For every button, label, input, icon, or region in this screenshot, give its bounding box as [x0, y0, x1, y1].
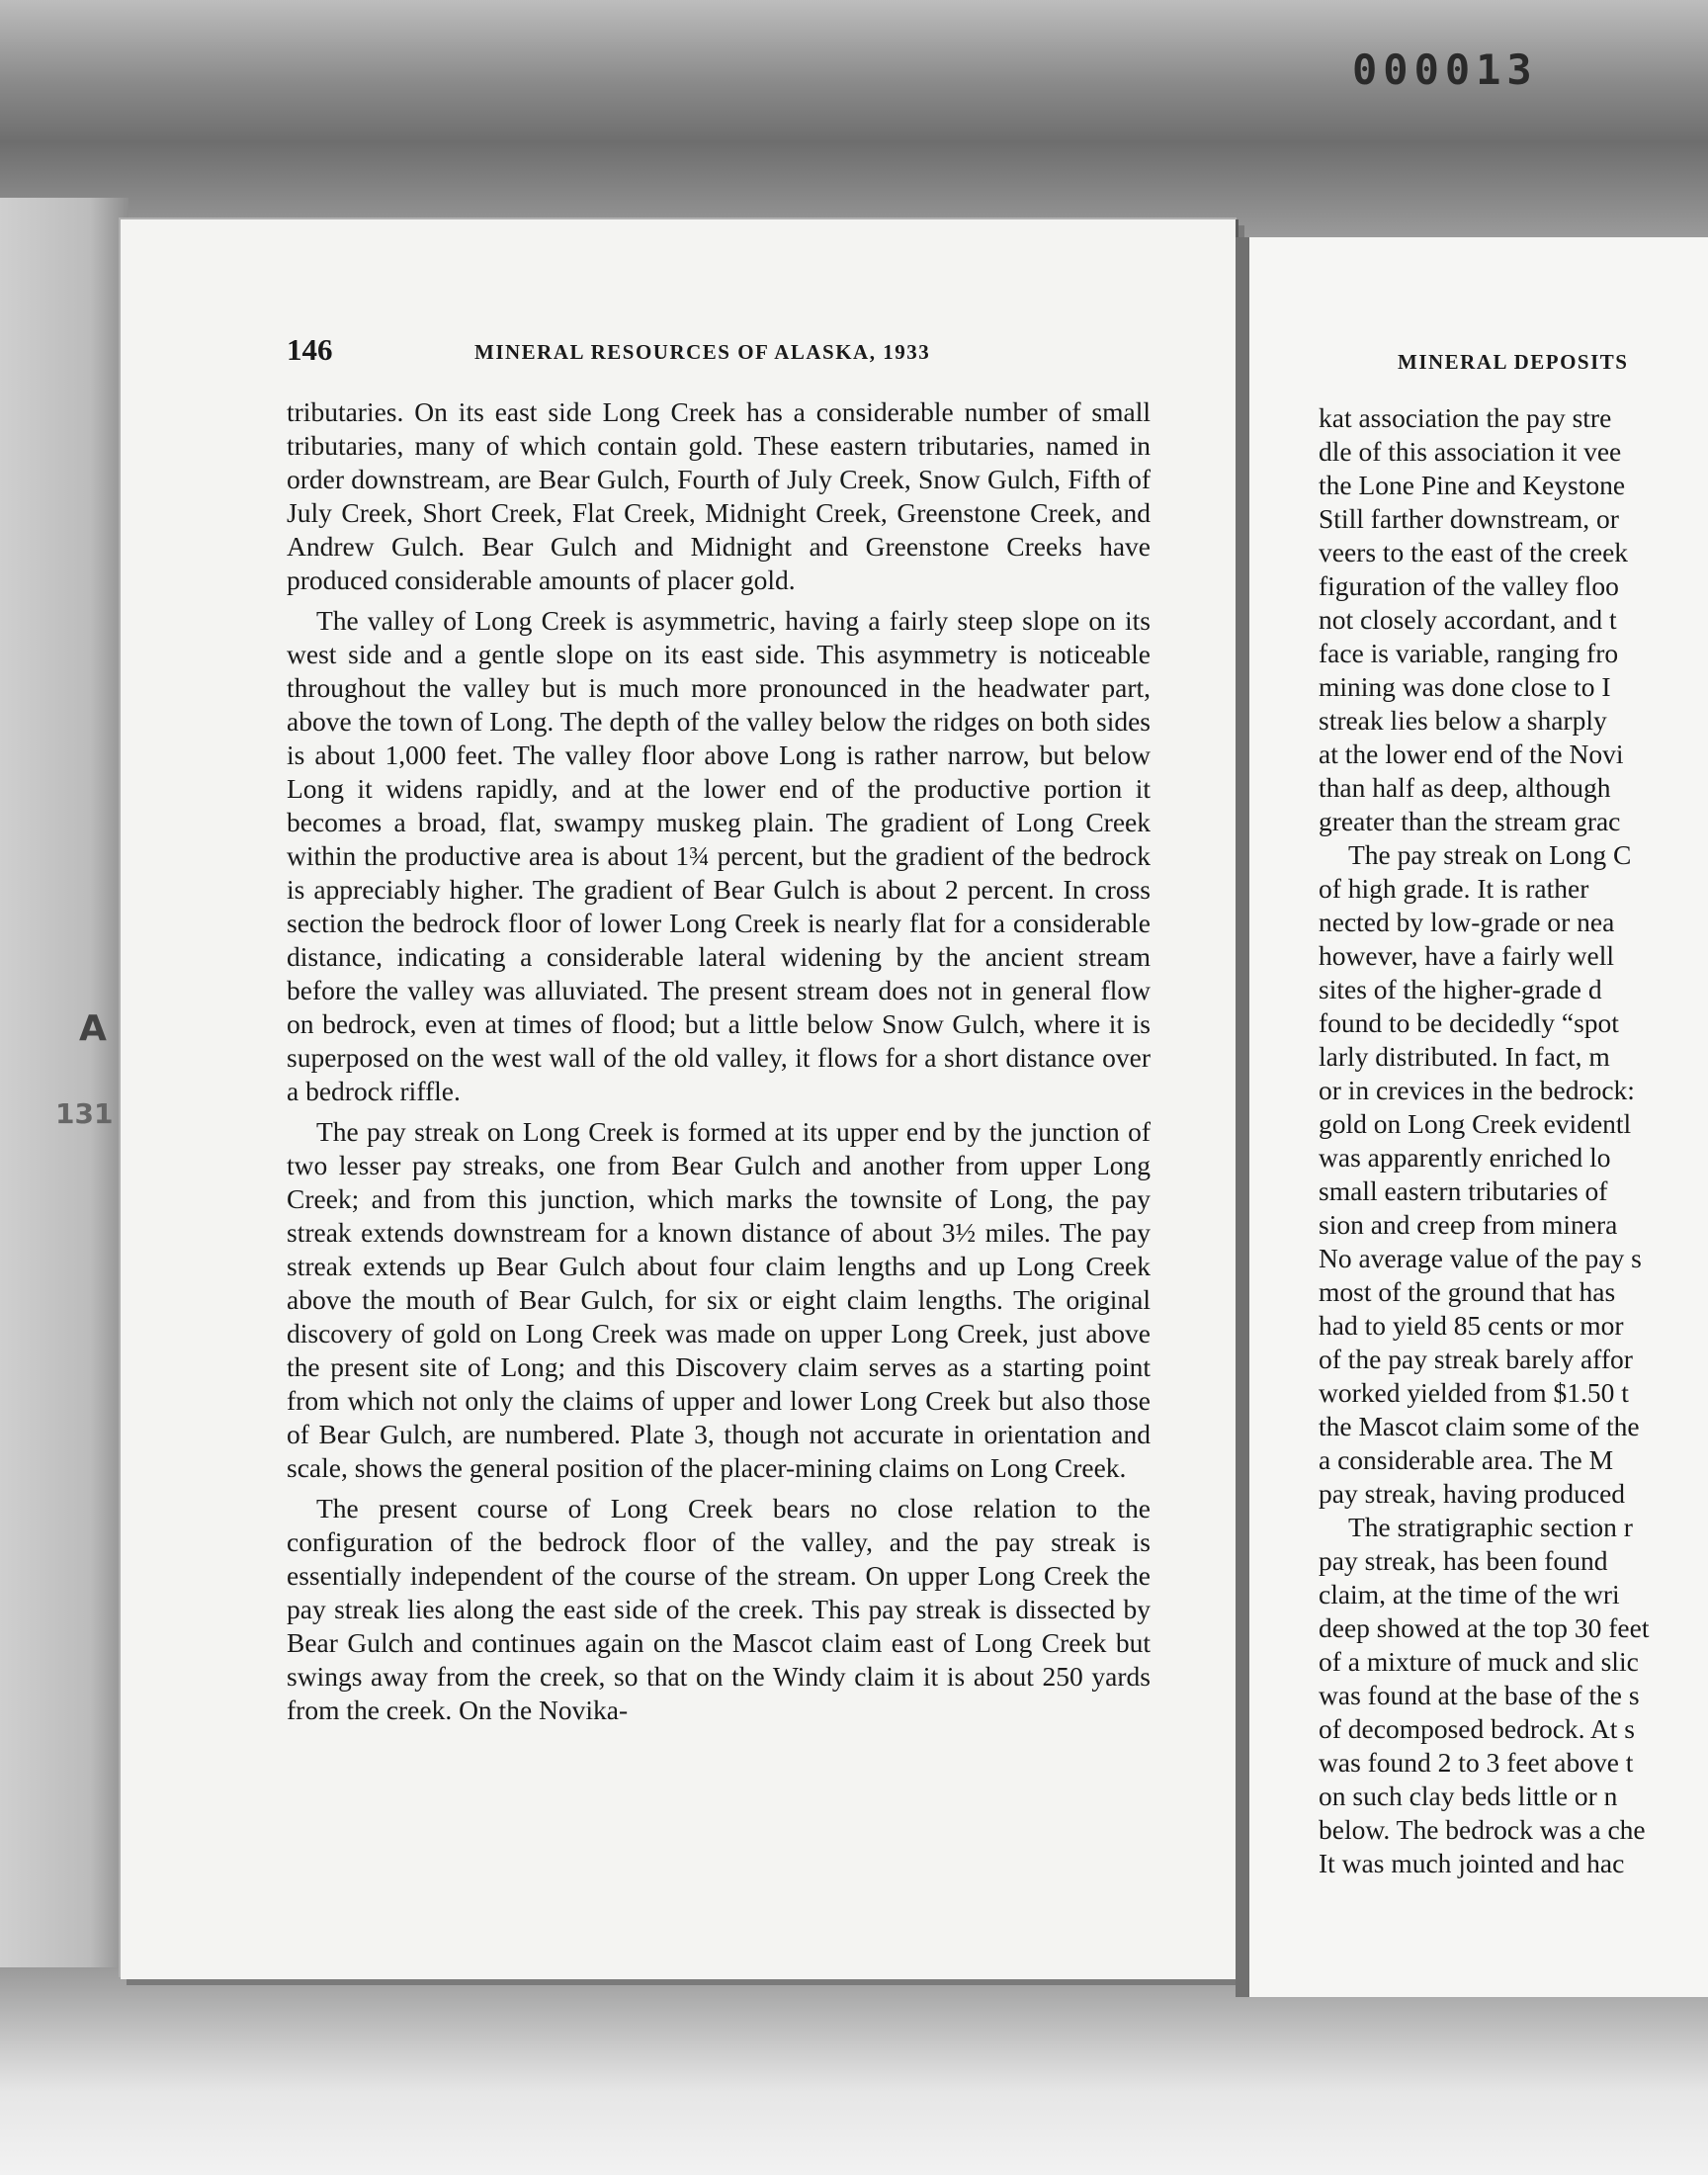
text-line: The pay streak on Long C [1348, 839, 1632, 870]
text-line: sion and creep from minera [1319, 1209, 1618, 1240]
text-line: The stratigraphic section r [1348, 1512, 1633, 1542]
text-line: on such clay beds little or n [1319, 1781, 1618, 1811]
right-running-head: MINERAL DEPOSITS [1398, 350, 1629, 374]
page-number: 146 [287, 332, 333, 367]
text-line: was found 2 to 3 feet above t [1319, 1747, 1634, 1778]
text-line: found to be decidedly “spot [1319, 1007, 1619, 1038]
scan-shadow-bottom [0, 1967, 1708, 2175]
text-line: deep showed at the top 30 feet [1319, 1612, 1650, 1643]
paragraph: The present course of Long Creek bears no close relation to the configuration of the bedrock floor of the valley, and the pay streak is essentially independent of the course of the stream. On upper Long Creek the pay streak lies along the east side of the creek. This pay streak is dissected by Bear Gulch and continues again on the Mascot claim east of Long Creek but swings away from the creek, so that on the Windy claim it is about 250 yards from the creek. On the Novika- [287, 1493, 1151, 1725]
paragraph: tributaries. On its east side Long Creek has a considerable number of small tributaries, many of which contain gold. These eastern tributaries, named in order downstream, are Bear Gulch, Fourth of July Creek, Snow Gulch, Fifth of July Creek, Short Creek, Flat Creek, Midnight Creek, Greenstone Creek, and Andrew Gulch. Bear Gulch and Midnight and Greenstone Creeks have produced considerable amounts of placer gold. [287, 396, 1151, 595]
text-line: nected by low-grade or nea [1319, 907, 1615, 937]
text-line: claim, at the time of the wri [1319, 1579, 1620, 1610]
running-head: MINERAL RESOURCES OF ALASKA, 1933 [474, 340, 931, 364]
text-line: pay streak, having produced [1319, 1478, 1626, 1509]
text-line: was apparently enriched lo [1319, 1142, 1611, 1173]
text-line: mining was done close to I [1319, 671, 1611, 702]
text-line: was found at the base of the s [1319, 1680, 1640, 1710]
text-line: larly distributed. In fact, m [1319, 1041, 1610, 1072]
text-line: of the pay streak barely affor [1319, 1344, 1633, 1374]
scan-shadow-top [0, 0, 1708, 237]
text-line: sites of the higher-grade d [1319, 974, 1602, 1004]
text-line: of decomposed bedrock. At s [1319, 1713, 1635, 1744]
text-line: not closely accordant, and t [1319, 604, 1617, 635]
paragraph: The valley of Long Creek is asymmetric, having a fairly steep slope on its west side and a gentle slope on its east side. This asymmetry is noticeable throughout the valley but is much more pronounced in the headwater part, above the town of Long. The depth of the valley below the ridges on both sides is about 1,000 feet. The valley floor above Long is rather narrow, but below Long it widens rapidly, and at the lower end of the productive portion it becomes a broad, flat, swampy muskeg plain. The gradient of Long Creek within the productive area is about 1¾ percent, but the gradient of the bedrock is appreciably higher. The gradient of Bear Gulch is about 2 percent. In cross section the bedrock floor of lower Long Creek is nearly flat for a considerable distance, indicating a considerable lateral widening by the ancient stream before the valley was alluviated. The present stream does not in general flow on bedrock, even at times of flood; but a little below Snow Gulch, where it is superposed on the west wall of the old valley, it flows for a short distance over a bedrock riffle. [287, 605, 1151, 1106]
text-line: pay streak, has been found [1319, 1545, 1608, 1576]
text-line: gold on Long Creek evidentl [1319, 1108, 1632, 1139]
right-text-column [1319, 401, 1694, 1880]
text-line: at the lower end of the Novi [1319, 739, 1624, 769]
text-line: below. The bedrock was a che [1319, 1814, 1646, 1845]
text-line: the Mascot claim some of the [1319, 1411, 1640, 1441]
text-line: the Lone Pine and Keystone [1319, 470, 1626, 500]
text-line: figuration of the valley floo [1319, 570, 1619, 601]
text-line: dle of this association it vee [1319, 436, 1622, 467]
text-line: a considerable area. The M [1319, 1444, 1614, 1475]
text-line: worked yielded from $1.50 t [1319, 1377, 1629, 1408]
text-line: of high grade. It is rather [1319, 873, 1589, 904]
scan-shadow-left [0, 198, 128, 1977]
text-line: than half as deep, although [1319, 772, 1611, 803]
text-line: No average value of the pay s [1319, 1243, 1642, 1273]
text-line: streak lies below a sharply [1319, 705, 1607, 736]
text-line: Still farther downstream, or [1319, 503, 1619, 534]
margin-mark: A [79, 1008, 107, 1049]
text-line: of a mixture of muck and slic [1319, 1646, 1639, 1677]
text-line: or in crevices in the bedrock: [1319, 1075, 1635, 1105]
text-line: small eastern tributaries of [1319, 1175, 1608, 1206]
text-line: however, have a fairly well [1319, 940, 1614, 971]
text-line: face is variable, ranging fro [1319, 638, 1619, 668]
text-line: most of the ground that has [1319, 1276, 1616, 1307]
text-line: greater than the stream grac [1319, 806, 1621, 836]
text-line: kat association the pay stre [1319, 402, 1612, 433]
text-line: veers to the east of the creek [1319, 537, 1629, 567]
document-stamp-number: 000013 [1352, 45, 1538, 94]
margin-mark: 131 [55, 1097, 114, 1130]
paragraph: The pay streak on Long Creek is formed at its upper end by the junction of two lesser pay streaks, one from Bear Gulch and another from upper Long Creek; and from this junction, which marks the townsite of Long, the pay streak extends downstream for a known distance of about 3½ miles. The pay streak extends up Bear Gulch about four claim lengths and up Long Creek above the mouth of Bear Gulch, for six or eight claim lengths. The original discovery of gold on Long Creek was made on upper Long Creek, just above the present site of Long; and this Discovery claim serves as a starting point from which not only the claims of upper and lower Long Creek but also those of Bear Gulch, are numbered. Plate 3, though not accurate in orientation and scale, shows the general position of the placer-mining claims on Long Creek. [287, 1116, 1151, 1483]
text-line: had to yield 85 cents or mor [1319, 1310, 1624, 1341]
left-text-column [287, 395, 1151, 1734]
text-line: It was much jointed and hac [1319, 1848, 1625, 1878]
